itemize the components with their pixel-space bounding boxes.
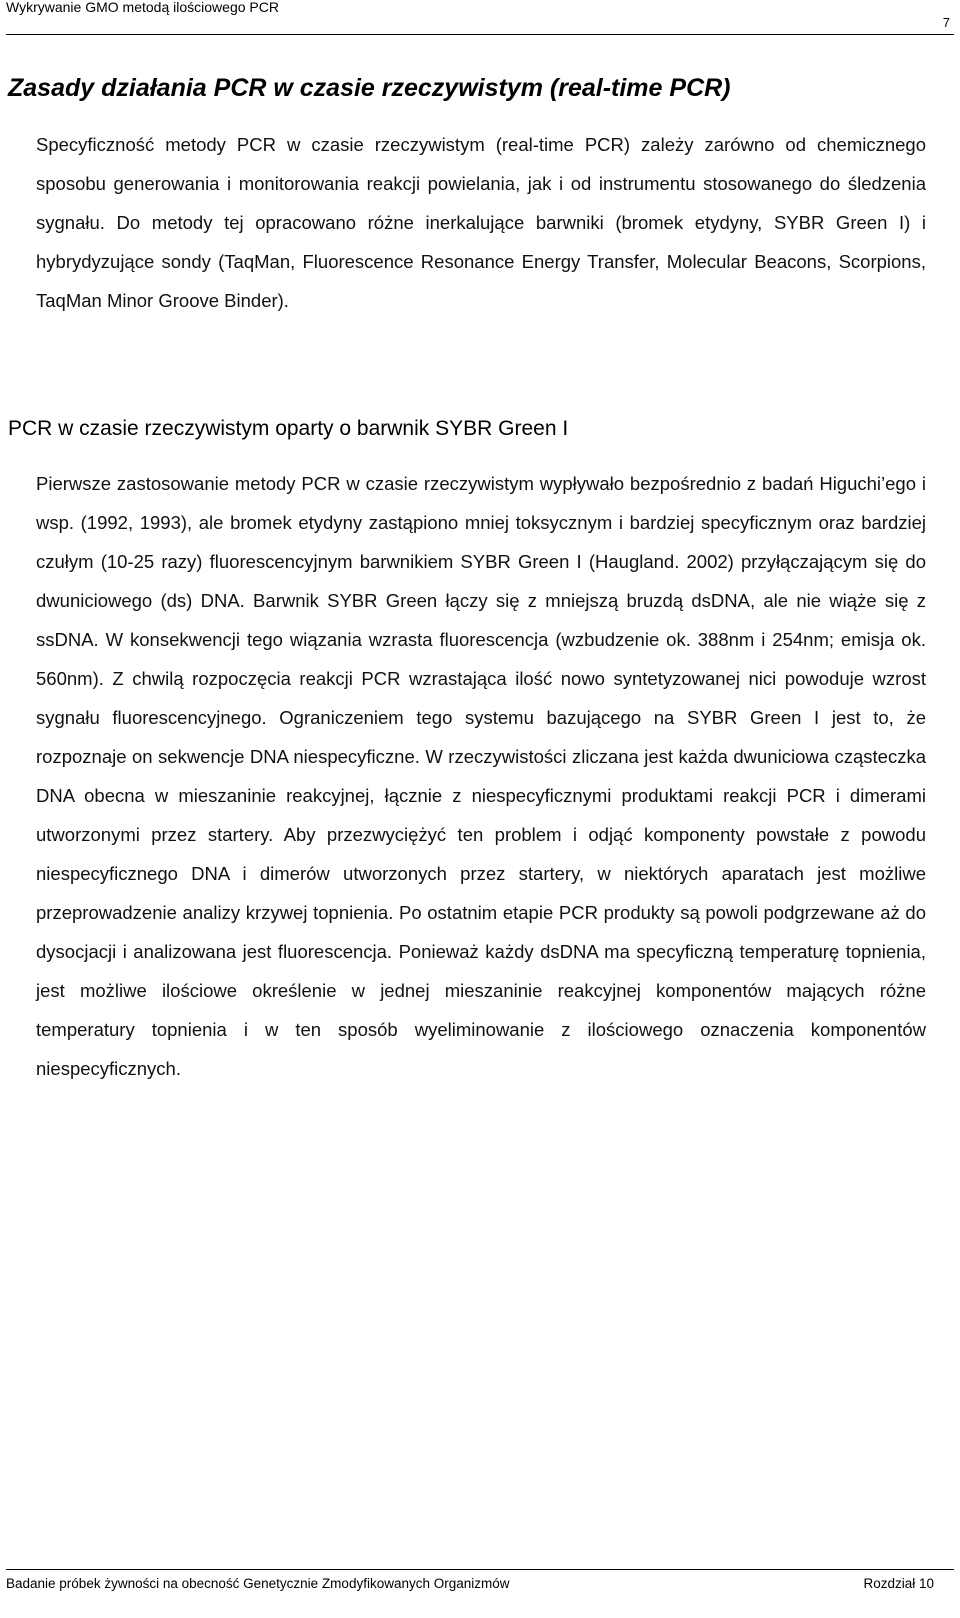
subsection-heading: PCR w czasie rzeczywistym oparty o barwnik SYBR Green I [8,417,569,440]
body-paragraph-sybr: Pierwsze zastosowanie metody PCR w czasie rzeczywistym wypływało bezpośrednio z badań Higuchi’ego i wsp. (1992, 1993), ale bromek etydyny zastąpiono mniej toksycznym i bardziej specyficznym oraz bardziej czułym (10-25 razy) fluorescencyjnym barwnikiem SYBR Green I (Haugland. 2002) przyłączającym się do dwuniciowego (ds) DNA. Barwnik SYBR Green łączy się z mniejszą bruzdą dsDNA, ale nie wiąże się z ssDNA. W konsekwencji tego wiązania wzrasta fluorescencja (wzbudzenie ok. 388nm i 254nm; emisja ok. 560nm). Z chwilą rozpoczęcia reakcji PCR wzrastająca ilość nowo syntetyzowanej nici powoduje wzrost sygnału fluorescencyjnego. Ograniczeniem tego systemu bazującego na SYBR Green I jest to, że rozpoznaje on sekwencje DNA niespecyficzne. W rzeczywistości zliczana jest każda dwuniciowa cząsteczka DNA obecna w mieszaninie reakcyjnej, łącznie z niespecyficznymi produktami reakcji PCR i dimerami utworzonymi przez startery. Aby przezwyciężyć ten problem i odjąć komponenty powstałe z powodu niespecyficznego DNA i dimerów utworzonych przez startery, w niektórych aparatach jest możliwe przeprowadzenie analizy krzywej topnienia. Po ostatnim etapie PCR produkty są powoli podgrzewane aż do dysocjacji i analizowana jest fluorescencja. Ponieważ każdy dsDNA ma specyficzną temperaturę topnienia, jest możliwe ilościowe określenie w jednej mieszaninie reakcyjnej komponentów mających różne temperatury topnienia i w ten sposób wyeliminowanie z ilościowego oznaczenia komponentów niespecyficznych. [36,473,926,1079]
footer-document-title: Badanie próbek żywności na obecność Genetycznie Zmodyfikowanych Organizmów [6,1576,510,1591]
body-paragraph-intro: Specyficzność metody PCR w czasie rzeczywistym (real-time PCR) zależy zarówno od chemicznego sposobu generowania i monitorowania reakcji powielania, jak i od instrumentu stosowanego do śledzenia sygnału. Do metody tej opracowano różne inerkalujące barwniki (bromek etydyny, SYBR Green I) i hybrydyzujące sondy (TaqMan, Fluorescence Resonance Energy Transfer, Molecular Beacons, Scorpions, TaqMan Minor Groove Binder). [36,134,926,311]
running-header-title: Wykrywanie GMO metodą ilościowego PCR [6,0,279,15]
page-footer [6,1569,954,1618]
footer-chapter: Rozdział 10 [863,1576,934,1591]
page-header [6,0,954,35]
section-title: Zasady działania PCR w czasie rzeczywistym (real-time PCR) [8,74,731,102]
page-number: 7 [942,15,950,30]
